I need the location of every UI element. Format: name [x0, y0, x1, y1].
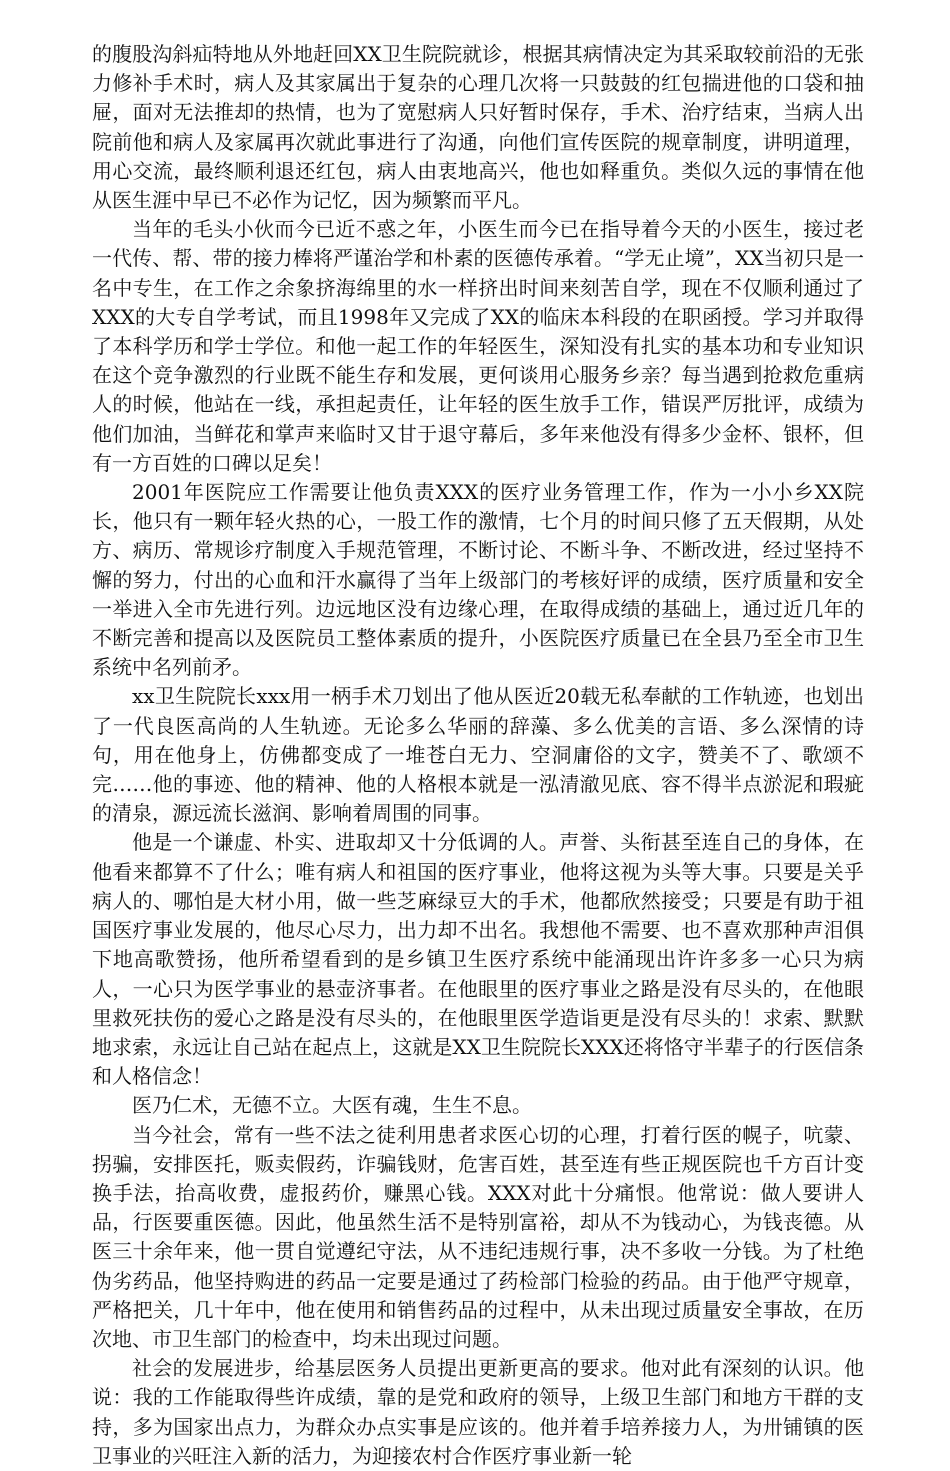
paragraph-ethics: 当今社会，常有一些不法之徒利用患者求医心切的心理，打着行医的幌子，吭蒙、拐骗，安排医托，贩卖假药，诈骗钱财，危害百姓，甚至连有些正规医院也千方百计变换手法，抬高收费，虚报药价，赚黑心钱。XXX对此十分痛恨。他常说：做人要讲人品，行医要重医德。因此，他虽然生活不是特别富裕，却从不为钱动心，为钱丧德。从医三十余年来，他一贯自觉遵纪守法，从不违纪违规行事，决不多收一分钱。为了杜绝伪劣药品，他坚持购进的药品一定要是通过了药检部门检验的药品。由于他严守规章，严格把关，几十年中，他在使用和销售药品的过程中，从未出现过质量安全事故，在历次地、市卫生部门的检查中，均未出现过问题。 — [92, 1122, 864, 1351]
paragraph-continued: 的腹股沟斜疝特地从外地赶回XX卫生院院就诊，根据其病情决定为其采取较前沿的无张力修补手术时，病人及其家属出于复杂的心理几次将一只鼓鼓的红包揣进他的口袋和抽屉，面对无法推却的热情，也为了宽慰病人只好暂时保存，手术、治疗结束，当病人出院前他和病人及家属再次就此事进行了沟通，向他们宣传医院的规章制度，讲明道理，用心交流，最终顺利退还红包，病人由衷地高兴，他也如释重负。类似久远的事情在他从医生涯中早已不必作为记忆，因为频繁而平凡。 — [92, 42, 864, 213]
document-page — [92, 40, 864, 1471]
paragraph-learning: 当年的毛头小伙而今已近不惑之年，小医生而今已在指导着今天的小医生，接过老一代传、帮、带的接力棒将严谨治学和朴素的医德传承着。“学无止境”，XX当初只是一名中专生，在工作之余象挤海绵里的水一样挤出时间来刻苦自学，现在不仅顺利通过了XXX的大专自学考试，而且1998年又完成了XX的临床本科段的在职函授。学习并取得了本科学历和学士学位。和他一起工作的年轻医生，深知没有扎实的基本功和专业知识在这个竞争激烈的行业既不能生存和发展，更何谈用心服务乡亲？每当遇到抢救危重病人的时候，他站在一线，承担起责任，让年轻的医生放手工作，错误严厉批评，成绩为他们加油，当鲜花和掌声来临时又甘于退守幕后，多年来他没有得多少金杯、银杯，但有一方百姓的口碑以足矣！ — [92, 217, 864, 475]
paragraph-motto: 医乃仁术，无德不立。大医有魂，生生不息。 — [132, 1093, 532, 1118]
paragraph-development: 社会的发展进步，给基层医务人员提出更新更高的要求。他对此有深刻的认识。他说：我的工作能取得些许成绩，靠的是党和政府的领导，上级卫生部门和地方干群的支持，多为国家出点力，为群众办点实事是应该的。他并着手培养接力人，为卅铺镇的医卫事业的兴旺注入新的活力，为迎接农村合作医疗事业新一轮 — [92, 1356, 864, 1468]
paragraph-management: 2001年医院应工作需要让他负责XXX的医疗业务管理工作，作为一小小乡XX院长，他只有一颗年轻火热的心，一股工作的激情，七个月的时间只修了五天假期，从处方、病历、常规诊疗制度入手规范管理，不断讨论、不断斗争、不断改进，经过坚持不懈的努力，付出的心血和汗水赢得了当年上级部门的考核好评的成绩，医疗质量和安全一举进入全市先进行列。边远地区没有边缘心理，在取得成绩的基础上，通过近几年的不断完善和提高以及医院员工整体素质的提升，小医院医疗质量已在全县乃至全市卫生系统中名列前矛。 — [92, 480, 864, 680]
paragraph-character: 他是一个谦虚、朴实、进取却又十分低调的人。声誉、头衔甚至连自己的身体，在他看来都算不了什么；唯有病人和祖国的医疗事业，他将这视为头等大事。只要是关乎病人的、哪怕是大材小用，做一些芝麻绿豆大的手术，他都欣然接受；只要是有助于祖国医疗事业发展的，他尽心尽力，出力却不出名。我想他不需要、也不喜欢那种声泪俱下地高歌赞扬，他所希望看到的是乡镇卫生医疗系统中能涌现出许许多多一心只为病人，一心只为医学事业的悬壶济事者。在他眼里的医疗事业之路是没有尽头的，在他眼里救死扶伤的爱心之路是没有尽头的，在他眼里医学造诣更是没有尽头的！求索、默默地求索，永远让自己站在起点上，这就是XX卫生院院长XXX还将恪守半辈子的行医信条和人格信念！ — [92, 830, 864, 1089]
paragraph-career-trajectory: xx卫生院院长xxx用一柄手术刀划出了他从医近20载无私奉献的工作轨迹，也划出了一代良医高尚的人生轨迹。无论多么华丽的辞藻、多么优美的言语、多么深情的诗句，用在他身上，仿佛都变成了一堆苍白无力、空洞庸俗的文字，赞美不了、歌颂不完……他的事迹、他的精神、他的人格根本就是一泓清澈见底、容不得半点淤泥和瑕疵的清泉，源远流长滋润、影响着周围的同事。 — [92, 684, 864, 826]
